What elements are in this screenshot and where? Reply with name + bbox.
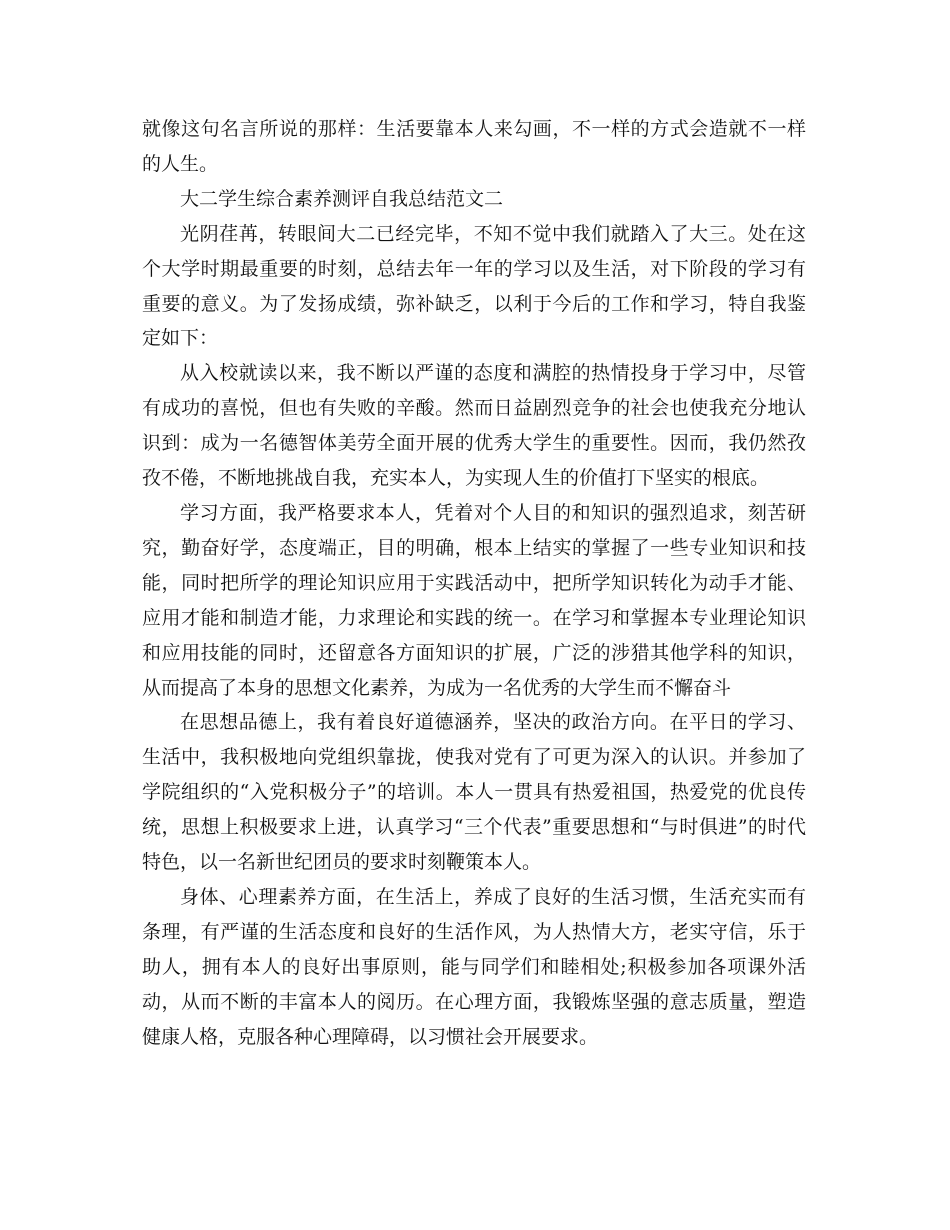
paragraph-ideology: 在思想品德上，我有着良好道德涵养，坚决的政治方向。在平日的学习、生活中，我积极地向党组织靠拢，使我对党有了可更为深入的认识。并参加了学院组织的“入党积极分子”的培训。本人一贯具有热爱祖国，热爱党的优良传统，思想上积极要求上进，认真学习“三个代表”重要思想和“与时俱进”的时代特色，以一名新世纪团员的要求时刻鞭策本人。	[142, 711, 806, 874]
paragraph-intro: 光阴荏苒，转眼间大二已经完毕，不知不觉中我们就踏入了大三。处在这个大学时期最重要的时刻，总结去年一年的学习以及生活，对下阶段的学习有重要的意义。为了发扬成绩，弥补缺乏，以利于今后的工作和学习，特自我鉴定如下：	[142, 222, 806, 350]
paragraph-continuation: 就像这句名言所说的那样：生活要靠本人来勾画，不一样的方式会造就不一样的人生。	[142, 118, 806, 175]
paragraph-physical-mental: 身体、心理素养方面，在生活上，养成了良好的生活习惯，生活充实而有条理，有严谨的生活态度和良好的生活作风，为人热情大方，老实守信，乐于助人，拥有本人的良好出事原则，能与同学们和睦相处;积极参加各项课外活动，从而不断的丰富本人的阅历。在心理方面，我锻炼坚强的意志质量，塑造健康人格，克服各种心理障碍，以习惯社会开展要求。	[142, 885, 806, 1048]
paragraph-overview: 从入校就读以来，我不断以严谨的态度和满腔的热情投身于学习中，尽管有成功的喜悦，但也有失败的辛酸。然而日益剧烈竞争的社会也使我充分地认识到：成为一名德智体美劳全面开展的优秀大学生的重要性。因而，我仍然孜孜不倦，不断地挑战自我，充实本人，为实现人生的价值打下坚实的根底。	[142, 362, 806, 490]
document-body	[142, 112, 806, 1054]
paragraph-study: 学习方面，我严格要求本人，凭着对个人目的和知识的强烈追求，刻苦研究，勤奋好学，态度端正，目的明确，根本上结实的掌握了一些专业知识和技能，同时把所学的理论知识应用于实践活动中，把所学知识转化为动手才能、应用才能和制造才能，力求理论和实践的统一。在学习和掌握本专业理论知识和应用技能的同时，还留意各方面知识的扩展，广泛的涉猎其他学科的知识，从而提高了本身的思想文化素养，为成为一名优秀的大学生而不懈奋斗	[142, 501, 806, 699]
section-heading: 大二学生综合素养测评自我总结范文二	[180, 187, 504, 210]
